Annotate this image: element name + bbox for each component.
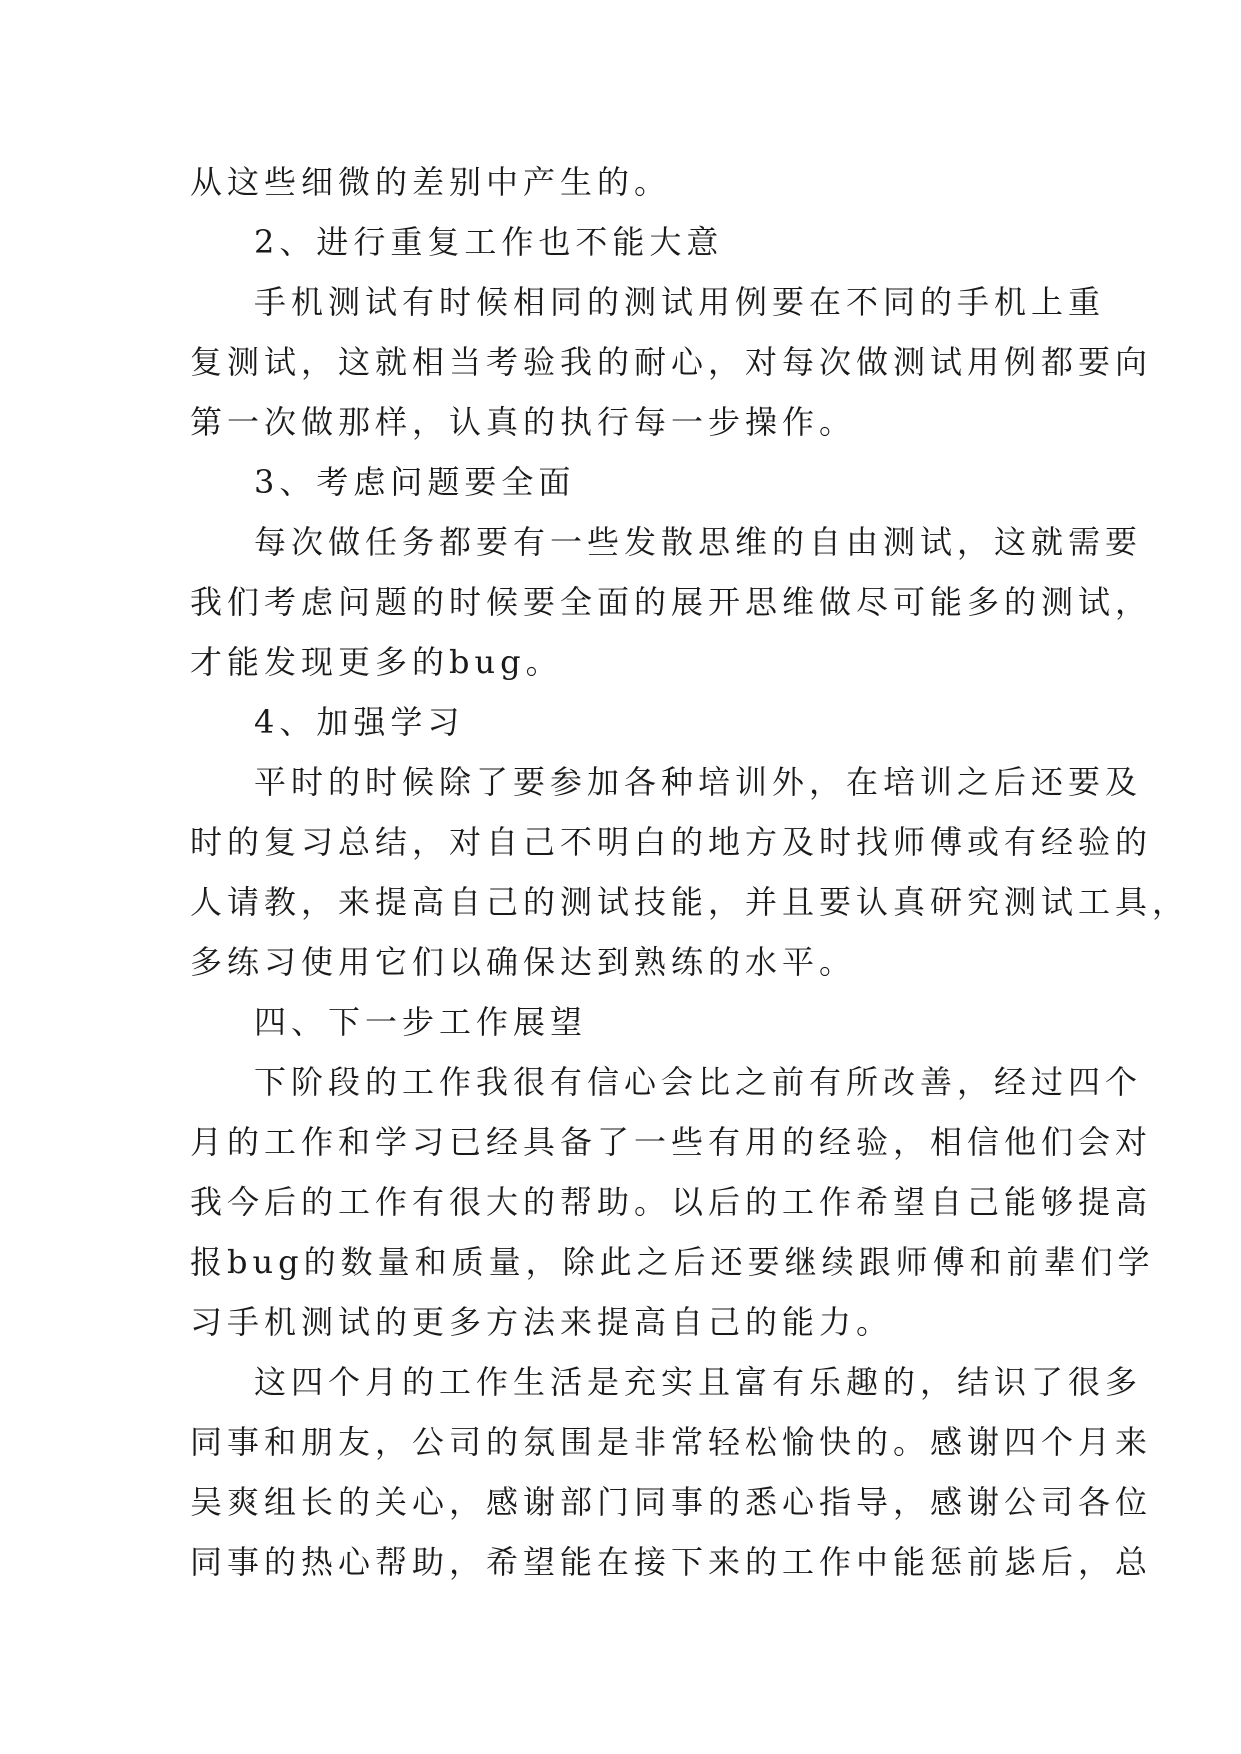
document-line: 月的工作和学习已经具备了一些有用的经验，相信他们会对 (190, 1123, 1153, 1161)
document-line: 我们考虑问题的时候要全面的展开思维做尽可能多的测试， (190, 583, 1153, 621)
document-line: 人请教，来提高自己的测试技能，并且要认真研究测试工具， (190, 883, 1190, 921)
document-line: 第一次做那样，认真的执行每一步操作。 (190, 403, 857, 441)
document-line: 同事和朋友，公司的氛围是非常轻松愉快的。感谢四个月来 (190, 1423, 1153, 1461)
document-line: 四、下一步工作展望 (254, 1003, 588, 1041)
document-line: 2、进行重复工作也不能大意 (254, 223, 724, 261)
document-line: 同事的热心帮助，希望能在接下来的工作中能惩前毖后，总 (190, 1543, 1153, 1581)
document-line: 3、考虑问题要全面 (254, 463, 576, 501)
document-line: 时的复习总结，对自己不明白的地方及时找师傅或有经验的 (190, 823, 1153, 861)
document-line: 每次做任务都要有一些发散思维的自由测试，这就需要 (254, 523, 1143, 561)
document-line: 多练习使用它们以确保达到熟练的水平。 (190, 943, 857, 981)
document-line: 我今后的工作有很大的帮助。以后的工作希望自己能够提高 (190, 1183, 1153, 1221)
document-body (190, 152, 1190, 1592)
document-line: 习手机测试的更多方法来提高自己的能力。 (190, 1303, 894, 1341)
document-line: 这四个月的工作生活是充实且富有乐趣的，结识了很多 (254, 1363, 1143, 1401)
document-line: 才能发现更多的bug。 (190, 643, 563, 681)
document-line: 从这些细微的差别中产生的。 (190, 163, 672, 201)
document-line: 报bug的数量和质量，除此之后还要继续跟师傅和前辈们学 (190, 1243, 1155, 1281)
document-line: 复测试，这就相当考验我的耐心，对每次做测试用例都要向 (190, 343, 1153, 381)
document-line: 下阶段的工作我很有信心会比之前有所改善，经过四个 (254, 1063, 1143, 1101)
document-line: 手机测试有时候相同的测试用例要在不同的手机上重 (254, 283, 1106, 321)
document-line: 平时的时候除了要参加各种培训外，在培训之后还要及 (254, 763, 1143, 801)
document-line: 4、加强学习 (254, 703, 465, 741)
document-line: 吴爽组长的关心，感谢部门同事的悉心指导，感谢公司各位 (190, 1483, 1153, 1521)
